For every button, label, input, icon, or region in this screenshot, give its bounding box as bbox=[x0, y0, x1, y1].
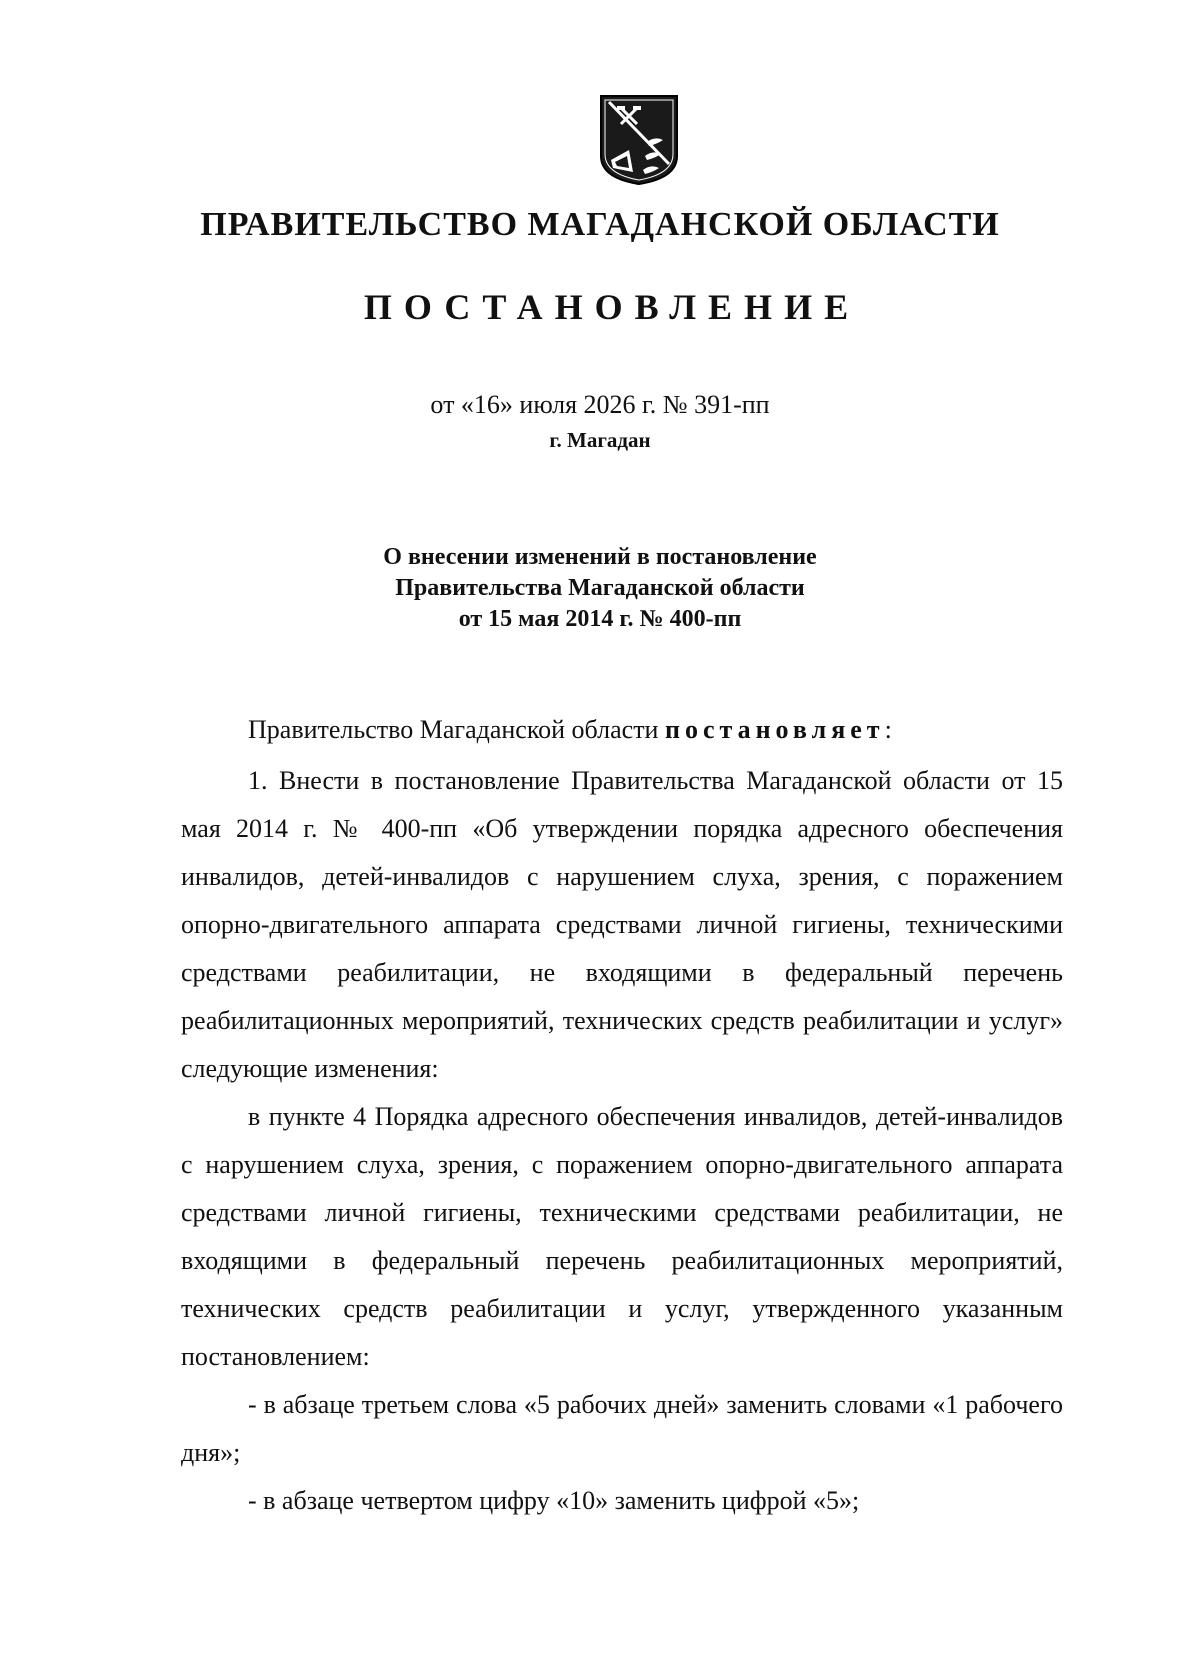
paragraph-2: в пункте 4 Порядка адресного обеспечения инвалидов, детей-инвалидов с нарушением слуха, зрения, с поражением опорно-двигательного аппарата средствами личной гигиены, техническими средствами реабилитации, не входящими в федеральный перечень реабилитационных мероприятий, технических средств реабилитации и услуг, утвержденного указанным постановлением: bbox=[181, 1102, 1063, 1371]
government-title: ПРАВИТЕЛЬСТВО МАГАДАНСКОЙ ОБЛАСТИ bbox=[200, 206, 1000, 243]
paragraph-1: 1. Внести в постановление Правительства Магаданской области от 15 мая 2014 г. № 400-пп «Об утверждении порядка адресного обеспечения инвалидов, детей-инвалидов с нарушением слуха, зрения, с поражением опорно-двигательного аппарата средствами личной гигиены, техническими средствами реабилитации, не входящими в федеральный перечень реабилитационных мероприятий, технических средств реабилитации и услуг» следующие изменения: bbox=[181, 766, 1063, 1083]
intro-colon: : bbox=[884, 715, 892, 744]
intro-emphasis: постановляет bbox=[664, 715, 885, 744]
intro-text: Правительство Магаданской области bbox=[248, 715, 659, 744]
paragraph-3: - в абзаце третьем слова «5 рабочих дней» заменить словами «1 рабочего дня»; bbox=[181, 1390, 1063, 1467]
subject-line-1: О внесении изменений в постановление bbox=[383, 544, 817, 570]
subject-line-3: от 15 мая 2014 г. № 400-пп bbox=[458, 606, 742, 632]
document-subject bbox=[0, 542, 1200, 635]
resolution-intro bbox=[181, 706, 1063, 754]
document-body bbox=[181, 706, 1063, 1525]
document-date-number: от «16» июля 2026 г. № 391-пп bbox=[430, 390, 770, 419]
document-type-title: ПОСТАНОВЛЕНИЕ bbox=[363, 287, 861, 327]
paragraph-4: - в абзаце четвертом цифру «10» заменить цифрой «5»; bbox=[248, 1486, 860, 1515]
magadan-region-coat-of-arms-icon bbox=[599, 94, 679, 186]
document-city: г. Магадан bbox=[549, 428, 651, 452]
subject-line-2: Правительства Магаданской области bbox=[395, 575, 805, 601]
